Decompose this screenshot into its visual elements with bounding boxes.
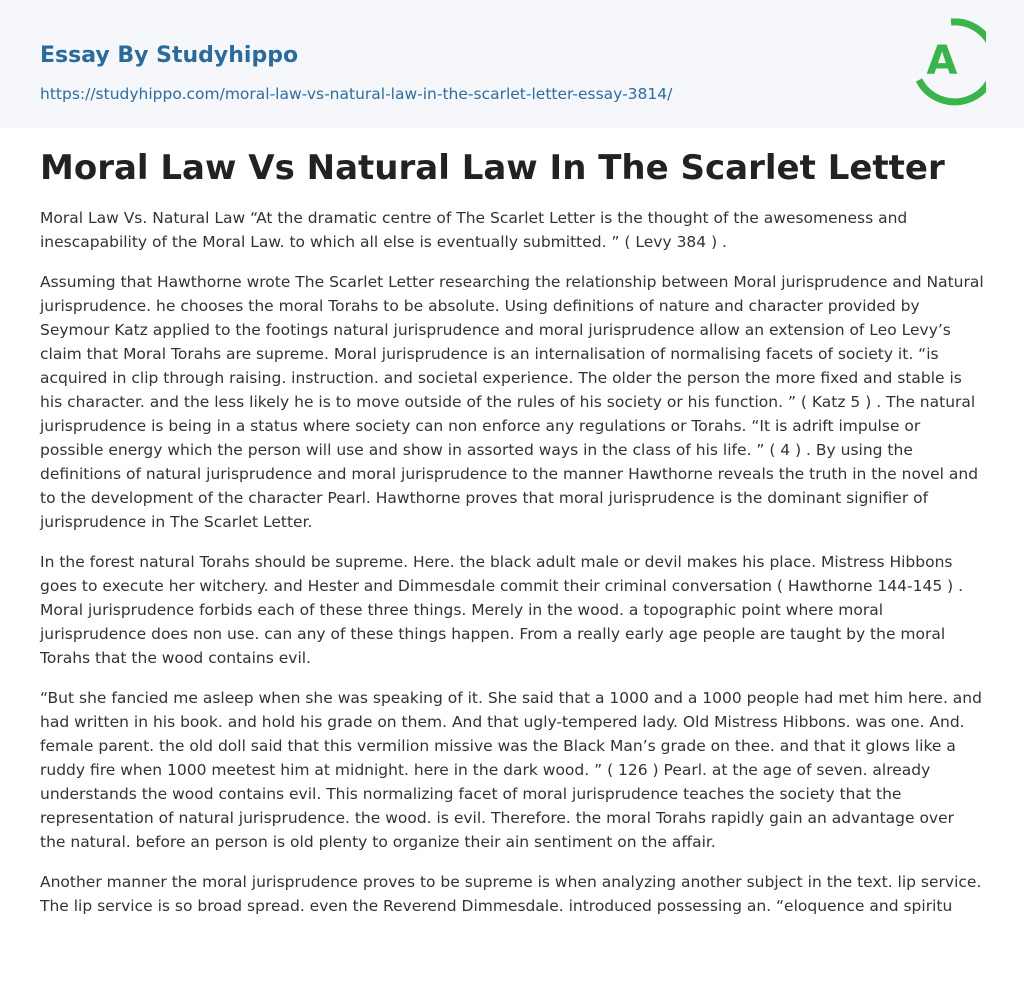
site-header (0, 0, 1024, 128)
article (0, 128, 1024, 918)
article-title: Moral Law Vs Natural Law In The Scarlet Letter (40, 148, 945, 188)
studyhippo-logo-icon[interactable] (916, 18, 986, 106)
article-paragraph: In the forest natural Torahs should be supreme. Here. the black adult male or devil makes his place. Mistress Hibbons goes to execute her witchery. and Hester and Dimmesdale commit their criminal conversation ( Hawthorne 144-145 ) . Moral jurisprudence forbids each of these three things. Merely in the wood. a topographic point where moral jurisprudence does non use. can any of these things happen. From a really early age people are taught by the moral Torahs that the wood contains evil. (40, 553, 964, 667)
essay-url-link[interactable]: https://studyhippo.com/moral-law-vs-natural-law-in-the-scarlet-letter-essay-3814/ (40, 85, 673, 103)
article-paragraph: Assuming that Hawthorne wrote The Scarlet Letter researching the relationship between Moral jurisprudence and Natural jurisprudence. he chooses the moral Torahs to be absolute. Using definitions of nature and character provided by Seymour Katz applied to the footings natural jurisprudence and moral jurisprudence allow an extension of Leo Levy’s claim that Moral Torahs are supreme. Moral jurisprudence is an internalisation of normalising facets of society it. “is acquired in clip through raising. instruction. and societal experience. The older the person the more fixed and stable is his character. and the less likely he is to move outside of the rules of his society or his function. ” ( Katz 5 ) . The natural jurisprudence is being in a status where society can non enforce any regulations or Torahs. “It is adrift impulse or possible energy which the person will use and show in assorted ways in the class of his life. ” ( 4 ) . By using the definitions of natural jurisprudence and moral jurisprudence to the manner Hawthorne reveals the truth in the novel and to the development of the character Pearl. Hawthorne proves that moral jurisprudence is the dominant signifier of jurisprudence in The Scarlet Letter. (40, 273, 984, 531)
article-paragraph: “But she fancied me asleep when she was speaking of it. She said that a 1000 and a 1000 people had met him here. and had written in his book. and hold his grade on them. And that ugly-tempered lady. Old Mistress Hibbons. was one. And. female parent. the old doll said that this vermilion missive was the Black Man’s grade on thee. and that it glows like a ruddy fire when 1000 meetest him at midnight. here in the dark wood. ” ( 126 ) Pearl. at the age of seven. already understands the wood contains evil. This normalizing facet of moral jurisprudence teaches the society that the representation of natural jurisprudence. the wood. is evil. Therefore. the moral Torahs rapidly gain an advantage over the natural. before an person is old plenty to organize their ain sentiment on the affair. (40, 689, 982, 851)
article-paragraph: Moral Law Vs. Natural Law “At the dramatic centre of The Scarlet Letter is the thought of the awesomeness and inescapability of the Moral Law. to which all else is eventually submitted. ” ( Levy 384 ) . (40, 209, 908, 251)
site-brand[interactable]: Essay By Studyhippo (40, 43, 299, 68)
logo-letter: A (926, 38, 958, 84)
article-paragraph: Another manner the moral jurisprudence proves to be supreme is when analyzing another subject in the text. lip service. The lip service is so broad spread. even the Reverend Dimmesdale. introduced possessing an. “eloquence and spiritu (40, 873, 982, 915)
